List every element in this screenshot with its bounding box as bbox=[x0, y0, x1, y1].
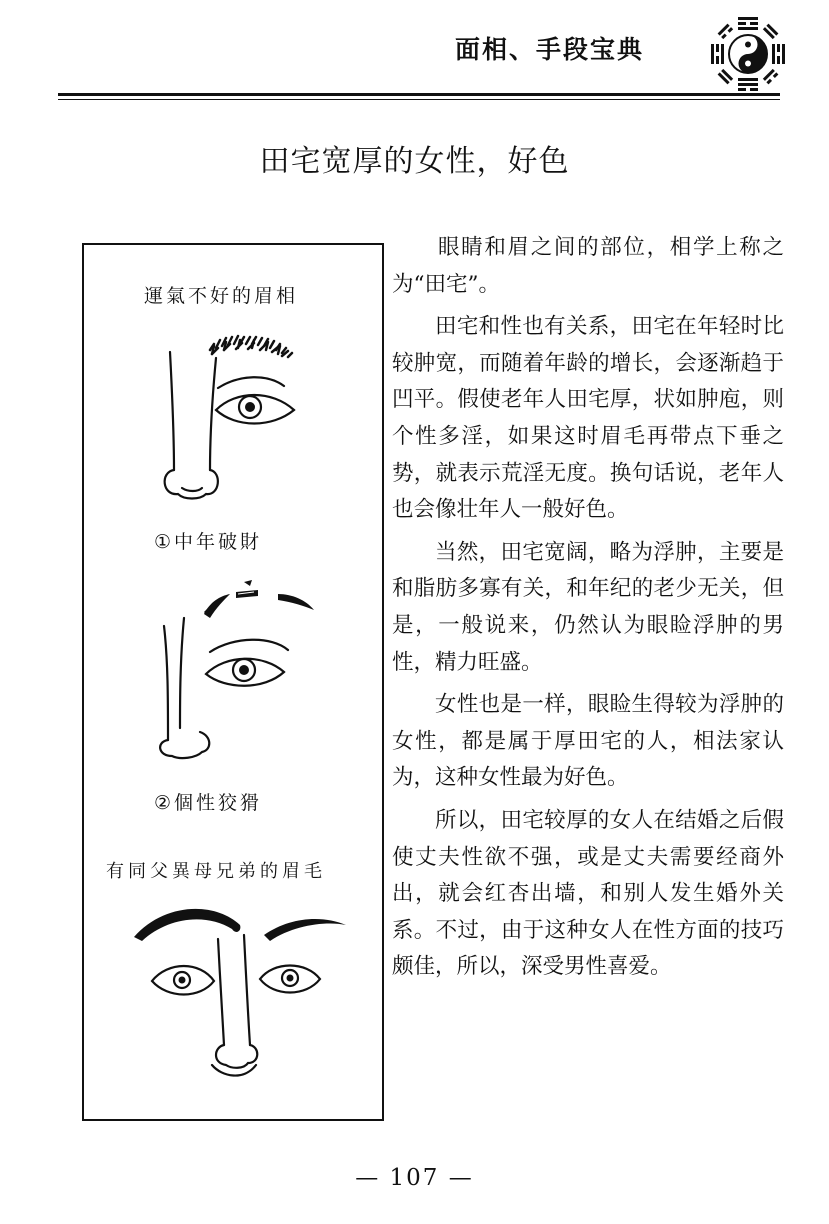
page-number: — 107 — bbox=[355, 1165, 474, 1191]
caption-bad-luck-brows: 運氣不好的眉相 bbox=[144, 285, 299, 307]
paragraph-1: 眼睛和眉之间的部位，相学上称之为“田宅”。 bbox=[392, 235, 784, 297]
book-title: 面相、手段宝典 bbox=[455, 35, 645, 64]
label-cunning-personality: ②個性狡猾 bbox=[154, 792, 263, 814]
caption-half-brothers-brows: 有同父異母兄弟的眉毛 bbox=[106, 861, 326, 882]
header-rule-thin bbox=[58, 99, 780, 100]
face-illustration-3 bbox=[94, 895, 384, 1085]
article-body bbox=[392, 230, 784, 992]
paragraph-4: 女性也是一样，眼睑生得较为浮肿的女性，都是属于厚田宅的人，相法家认为，这种女性最为好色。 bbox=[392, 692, 784, 791]
header-rule bbox=[58, 93, 780, 96]
face-illustration-2 bbox=[154, 570, 334, 760]
face-illustration-1 bbox=[154, 320, 334, 500]
label-middle-age-ruin: ①中年破財 bbox=[154, 531, 263, 553]
page-title: 田宅宽厚的女性，好色 bbox=[259, 144, 570, 179]
paragraph-3: 当然，田宅宽阔，略为浮肿，主要是和脂肪多寡有关，和年纪的老少无关，但是，一般说来，仍然认为眼睑浮肿的男性，精力旺盛。 bbox=[392, 539, 784, 675]
taiji-bagua-icon bbox=[708, 14, 788, 94]
illustration-box bbox=[82, 243, 384, 1121]
paragraph-2: 田宅和性也有关系，田宅在年轻时比较肿宽，而随着年龄的增长，会逐渐趋于凹平。假使老年人田宅厚，状如肿庖，则个性多淫，如果这时眉毛再带点下垂之势，就表示荒淫无度。换句话说，老年人也会像壮年人一般好色。 bbox=[392, 314, 784, 523]
paragraph-5: 所以，田宅较厚的女人在结婚之后假使丈夫性欲不强，或是丈夫需要经商外出，就会红杏出墙，和别人发生婚外关系。不过，由于这种女人在性方面的技巧颇佳，所以，深受男性喜爱。 bbox=[392, 807, 784, 980]
